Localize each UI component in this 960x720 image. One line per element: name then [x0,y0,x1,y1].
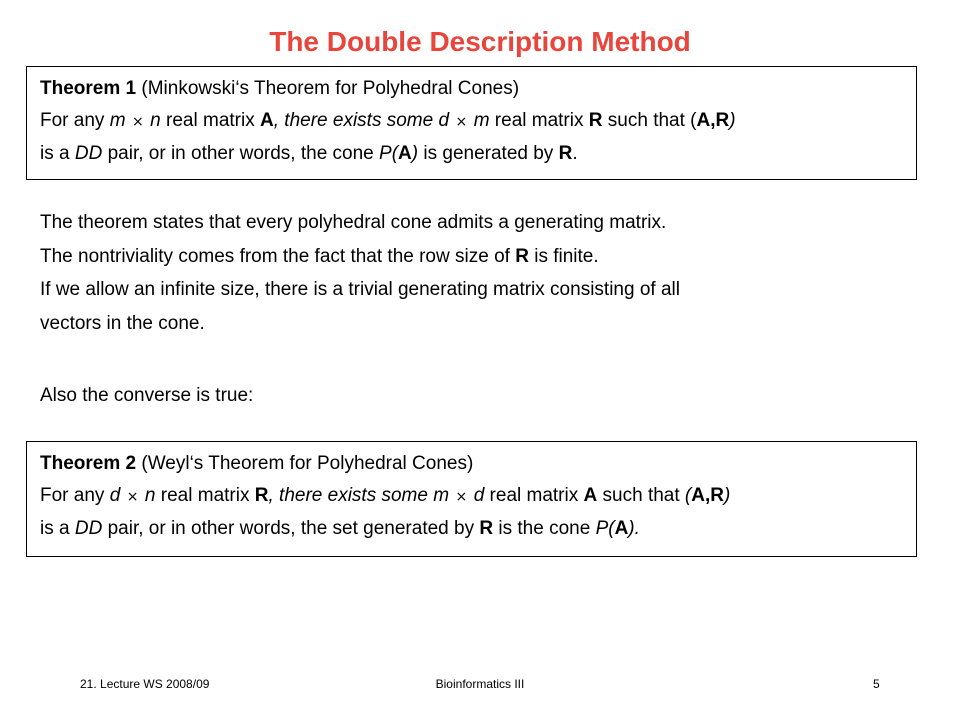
theorem-1-label: Theorem 1 [40,78,137,99]
explanation-line: The theorem states that every polyhedral cone admits a generating matrix. [40,212,667,233]
theorem-1-statement-cont: is a DD pair, or in other words, the cone P(A) is generated by R. [40,143,578,164]
slide-title: The Double Description Method [269,26,691,57]
theorem-2-statement: For any d × n real matrix R, there exists some m × d real matrix A such that (A,R) [40,485,731,506]
converse-text: Also the converse is true: [40,385,254,406]
footer-lecture: 21. Lecture WS 2008/09 [80,677,210,691]
theorem-2-box [26,441,917,557]
theorem-1-statement: For any m × n real matrix A, there exists some d × m real matrix R such that (A,R) [40,110,736,131]
theorem-2-statement-cont: is a DD pair, or in other words, the set generated by R is the cone P(A). [40,518,640,539]
explanation-line: If we allow an infinite size, there is a trivial generating matrix consisting of all [40,279,680,300]
theorem-2-heading: Theorem 2 (Weyl‘s Theorem for Polyhedral Cones) [40,453,474,474]
footer-course: Bioinformatics III [435,677,525,691]
explanation-line: vectors in the cone. [40,312,205,334]
explanation-paragraph [40,206,680,340]
theorem-1-heading: Theorem 1 (Minkowski‘s Theorem for Polyhedral Cones) [40,78,520,99]
footer-page-number: 5 [873,677,880,691]
theorem-2-label: Theorem 2 [40,453,137,474]
explanation-line: The nontriviality comes from the fact that the row size of R is finite. [40,245,599,267]
theorem-1-box [26,66,917,180]
